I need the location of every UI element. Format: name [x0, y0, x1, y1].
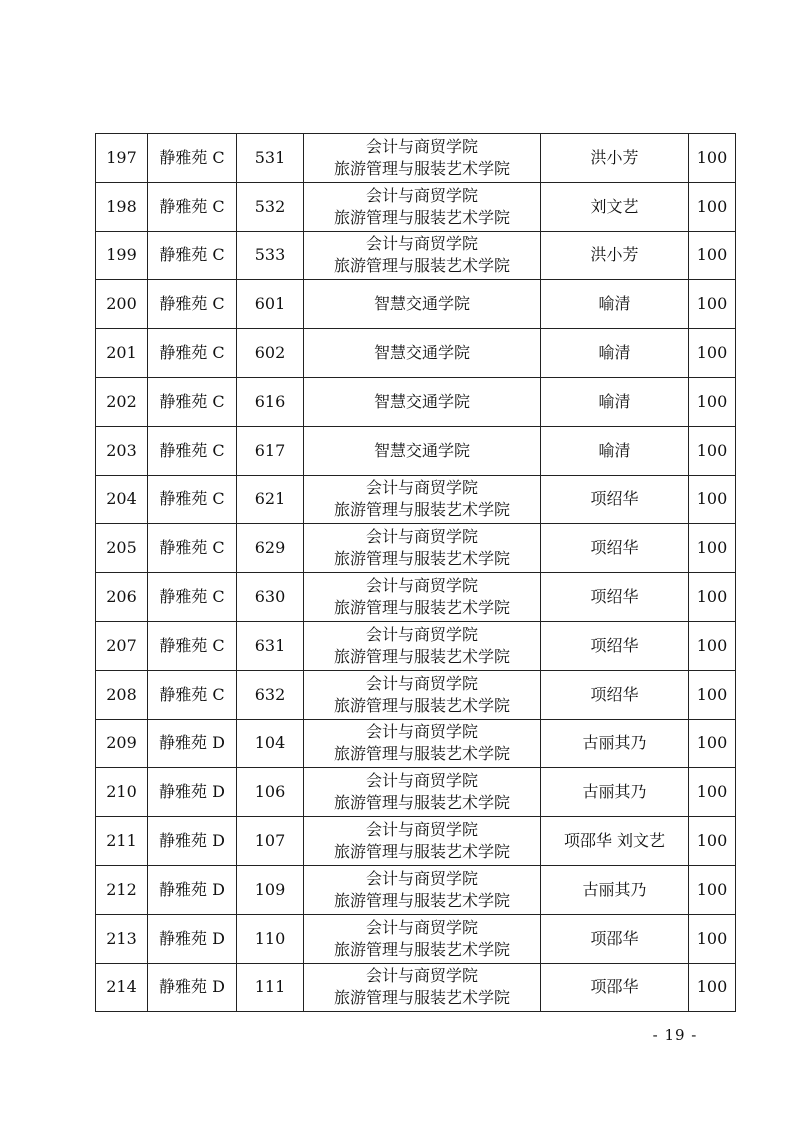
- building-cell: 静雅苑 C: [148, 329, 237, 378]
- college-name: 旅游管理与服装艺术学院: [333, 646, 510, 666]
- college-cell: [304, 377, 541, 426]
- teacher-cell: 古丽其乃: [541, 865, 689, 914]
- college-name: 会计与商贸学院: [365, 722, 478, 742]
- college-cell: [304, 621, 541, 670]
- college-cell: [304, 426, 541, 475]
- table-row: [96, 768, 736, 817]
- room-cell: 109: [237, 865, 304, 914]
- college-name: 智慧交通学院: [373, 343, 470, 363]
- room-cell: 106: [237, 768, 304, 817]
- row-number-cell: 204: [96, 475, 148, 524]
- teacher-cell: 项绍华: [541, 524, 689, 573]
- building-cell: 静雅苑 D: [148, 865, 237, 914]
- college-name: 会计与商贸学院: [365, 966, 478, 986]
- college-name: 会计与商贸学院: [365, 771, 478, 791]
- college-name: 旅游管理与服装艺术学院: [333, 988, 510, 1008]
- table-row: [96, 329, 736, 378]
- college-name: 会计与商贸学院: [365, 234, 478, 254]
- row-number-cell: 207: [96, 621, 148, 670]
- college-name: 会计与商贸学院: [365, 136, 478, 156]
- score-cell: 100: [689, 524, 736, 573]
- row-number-cell: 205: [96, 524, 148, 573]
- building-cell: 静雅苑 C: [148, 134, 237, 183]
- room-cell: 617: [237, 426, 304, 475]
- college-name: 旅游管理与服装艺术学院: [333, 256, 510, 276]
- teacher-cell: 项邵华: [541, 963, 689, 1012]
- score-cell: 100: [689, 280, 736, 329]
- teacher-cell: 项绍华: [541, 670, 689, 719]
- college-name: 会计与商贸学院: [365, 917, 478, 937]
- college-cell: [304, 182, 541, 231]
- college-cell: [304, 134, 541, 183]
- room-cell: 532: [237, 182, 304, 231]
- row-number-cell: 200: [96, 280, 148, 329]
- score-cell: 100: [689, 865, 736, 914]
- teacher-cell: 刘文艺: [541, 182, 689, 231]
- college-name: 会计与商贸学院: [365, 624, 478, 644]
- building-cell: 静雅苑 C: [148, 377, 237, 426]
- college-cell: [304, 670, 541, 719]
- score-cell: 100: [689, 182, 736, 231]
- college-cell: [304, 914, 541, 963]
- building-cell: 静雅苑 C: [148, 231, 237, 280]
- college-cell: [304, 329, 541, 378]
- row-number-cell: 210: [96, 768, 148, 817]
- teacher-cell: 项绍华: [541, 475, 689, 524]
- room-cell: 104: [237, 719, 304, 768]
- teacher-cell: 项绍华: [541, 573, 689, 622]
- table-row: [96, 670, 736, 719]
- college-name: 旅游管理与服装艺术学院: [333, 207, 510, 227]
- building-cell: 静雅苑 D: [148, 768, 237, 817]
- table-row: [96, 719, 736, 768]
- score-cell: 100: [689, 768, 736, 817]
- college-name: 智慧交通学院: [373, 294, 470, 314]
- building-cell: 静雅苑 D: [148, 817, 237, 866]
- college-cell: [304, 817, 541, 866]
- college-name: 会计与商贸学院: [365, 673, 478, 693]
- college-cell: [304, 963, 541, 1012]
- score-cell: 100: [689, 377, 736, 426]
- table-row: [96, 524, 736, 573]
- table-row: [96, 914, 736, 963]
- college-name: 会计与商贸学院: [365, 868, 478, 888]
- college-name: 旅游管理与服装艺术学院: [333, 695, 510, 715]
- row-number-cell: 213: [96, 914, 148, 963]
- row-number-cell: 199: [96, 231, 148, 280]
- row-number-cell: 214: [96, 963, 148, 1012]
- score-cell: 100: [689, 475, 736, 524]
- college-cell: [304, 768, 541, 817]
- room-cell: 630: [237, 573, 304, 622]
- row-number-cell: 201: [96, 329, 148, 378]
- teacher-cell: 洪小芳: [541, 134, 689, 183]
- building-cell: 静雅苑 C: [148, 524, 237, 573]
- score-cell: 100: [689, 573, 736, 622]
- building-cell: 静雅苑 C: [148, 280, 237, 329]
- college-name: 旅游管理与服装艺术学院: [333, 500, 510, 520]
- row-number-cell: 202: [96, 377, 148, 426]
- teacher-cell: 喻清: [541, 280, 689, 329]
- table-row: [96, 182, 736, 231]
- score-cell: 100: [689, 914, 736, 963]
- college-cell: [304, 865, 541, 914]
- building-cell: 静雅苑 D: [148, 914, 237, 963]
- row-number-cell: 203: [96, 426, 148, 475]
- table-row: [96, 621, 736, 670]
- building-cell: 静雅苑 C: [148, 670, 237, 719]
- row-number-cell: 212: [96, 865, 148, 914]
- room-cell: 616: [237, 377, 304, 426]
- college-cell: [304, 719, 541, 768]
- room-cell: 110: [237, 914, 304, 963]
- building-cell: 静雅苑 C: [148, 621, 237, 670]
- room-cell: 621: [237, 475, 304, 524]
- table-row: [96, 573, 736, 622]
- building-cell: 静雅苑 C: [148, 426, 237, 475]
- table-row: [96, 817, 736, 866]
- room-cell: 533: [237, 231, 304, 280]
- score-cell: 100: [689, 426, 736, 475]
- row-number-cell: 209: [96, 719, 148, 768]
- college-name: 会计与商贸学院: [365, 527, 478, 547]
- score-cell: 100: [689, 963, 736, 1012]
- college-name: 智慧交通学院: [373, 391, 470, 411]
- score-cell: 100: [689, 670, 736, 719]
- college-cell: [304, 573, 541, 622]
- table-body: [96, 134, 736, 1012]
- room-cell: 632: [237, 670, 304, 719]
- table-row: [96, 426, 736, 475]
- row-number-cell: 206: [96, 573, 148, 622]
- college-name: 旅游管理与服装艺术学院: [333, 744, 510, 764]
- score-cell: 100: [689, 329, 736, 378]
- row-number-cell: 197: [96, 134, 148, 183]
- score-cell: 100: [689, 231, 736, 280]
- score-cell: 100: [689, 621, 736, 670]
- college-name: 会计与商贸学院: [365, 478, 478, 498]
- building-cell: 静雅苑 D: [148, 963, 237, 1012]
- building-cell: 静雅苑 C: [148, 182, 237, 231]
- room-cell: 631: [237, 621, 304, 670]
- row-number-cell: 208: [96, 670, 148, 719]
- page-number: - 19 -: [652, 1026, 698, 1044]
- building-cell: 静雅苑 C: [148, 573, 237, 622]
- room-cell: 531: [237, 134, 304, 183]
- college-name: 旅游管理与服装艺术学院: [333, 598, 510, 618]
- college-name: 会计与商贸学院: [365, 820, 478, 840]
- room-cell: 629: [237, 524, 304, 573]
- table-row: [96, 134, 736, 183]
- college-cell: [304, 280, 541, 329]
- row-number-cell: 198: [96, 182, 148, 231]
- teacher-cell: 古丽其乃: [541, 768, 689, 817]
- table-row: [96, 377, 736, 426]
- college-name: 智慧交通学院: [373, 440, 470, 460]
- teacher-cell: 古丽其乃: [541, 719, 689, 768]
- teacher-cell: 喻清: [541, 377, 689, 426]
- teacher-cell: 喻清: [541, 426, 689, 475]
- college-name: 会计与商贸学院: [365, 185, 478, 205]
- table-row: [96, 475, 736, 524]
- table-row: [96, 865, 736, 914]
- room-cell: 601: [237, 280, 304, 329]
- teacher-cell: 洪小芳: [541, 231, 689, 280]
- teacher-cell: 项邵华 刘文艺: [541, 817, 689, 866]
- college-name: 旅游管理与服装艺术学院: [333, 890, 510, 910]
- score-cell: 100: [689, 134, 736, 183]
- dormitory-inspection-table: [95, 133, 736, 1012]
- room-cell: 111: [237, 963, 304, 1012]
- table-row: [96, 963, 736, 1012]
- college-cell: [304, 524, 541, 573]
- college-cell: [304, 475, 541, 524]
- college-cell: [304, 231, 541, 280]
- teacher-cell: 喻清: [541, 329, 689, 378]
- room-cell: 602: [237, 329, 304, 378]
- college-name: 旅游管理与服装艺术学院: [333, 939, 510, 959]
- building-cell: 静雅苑 D: [148, 719, 237, 768]
- score-cell: 100: [689, 719, 736, 768]
- college-name: 旅游管理与服装艺术学院: [333, 842, 510, 862]
- table-row: [96, 280, 736, 329]
- college-name: 旅游管理与服装艺术学院: [333, 158, 510, 178]
- teacher-cell: 项绍华: [541, 621, 689, 670]
- college-name: 旅游管理与服装艺术学院: [333, 793, 510, 813]
- score-cell: 100: [689, 817, 736, 866]
- college-name: 会计与商贸学院: [365, 576, 478, 596]
- building-cell: 静雅苑 C: [148, 475, 237, 524]
- row-number-cell: 211: [96, 817, 148, 866]
- college-name: 旅游管理与服装艺术学院: [333, 549, 510, 569]
- table-row: [96, 231, 736, 280]
- room-cell: 107: [237, 817, 304, 866]
- teacher-cell: 项邵华: [541, 914, 689, 963]
